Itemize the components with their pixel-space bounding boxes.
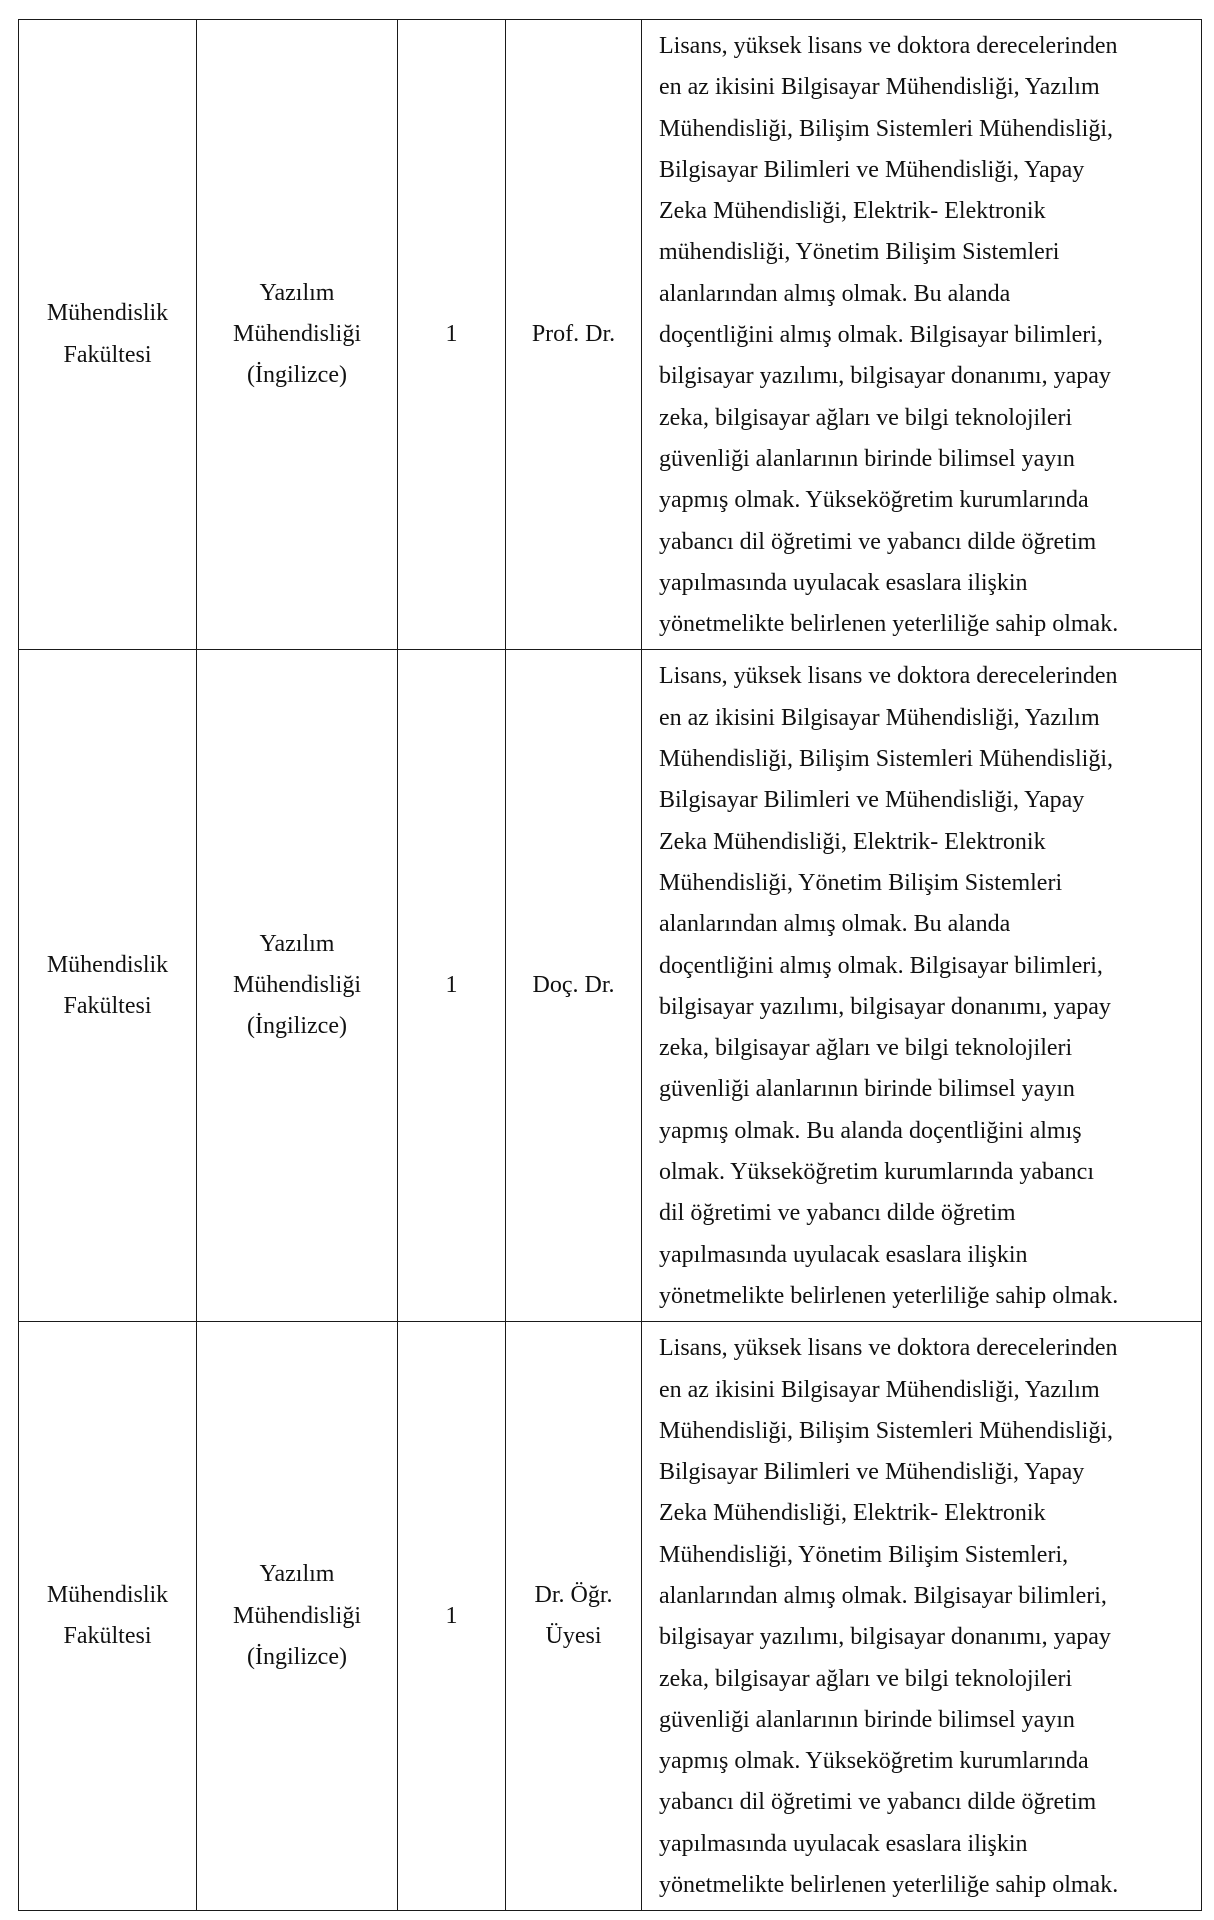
requirement-line: Lisans, yüksek lisans ve doktora derecelerinden	[659, 663, 1118, 690]
requirement-line: Mühendisliği, Yönetim Bilişim Sistemleri,	[659, 1541, 1069, 1568]
requirement-line: Lisans, yüksek lisans ve doktora derecelerinden	[659, 33, 1118, 59]
requirement-line: olmak. Yükseköğretim kurumlarında yabancı	[659, 1159, 1094, 1186]
department-line: (İngilizce)	[247, 362, 347, 389]
requirement-line: yapmış olmak. Yükseköğretim kurumlarında	[659, 1748, 1089, 1775]
requirement-line: bilgisayar yazılımı, bilgisayar donanımı, yapay	[659, 993, 1111, 1020]
requirement-line: zeka, bilgisayar ağları ve bilgi teknolojileri	[659, 1665, 1073, 1692]
position-count-cell	[398, 1322, 506, 1911]
department-cell	[197, 1322, 398, 1911]
academic-title-cell	[506, 650, 642, 1322]
position-count-cell	[398, 20, 506, 650]
requirements-cell	[642, 1322, 1202, 1911]
faculty-cell	[19, 1322, 197, 1911]
faculty-line: Mühendislik	[46, 951, 169, 978]
table-row	[19, 1322, 1202, 1911]
faculty-line: Mühendislik	[46, 300, 169, 327]
academic-title-cell	[506, 20, 642, 650]
requirement-line: güvenliği alanlarının birinde bilimsel yayın	[659, 1076, 1075, 1103]
department-line: Yazılım	[259, 1561, 335, 1588]
department-line: Mühendisliği	[232, 972, 361, 999]
requirement-line: en az ikisini Bilgisayar Mühendisliği, Yazılım	[659, 74, 1100, 101]
requirement-line: yapılmasında uyulacak esaslara ilişkin	[659, 569, 1028, 596]
requirement-line: zeka, bilgisayar ağları ve bilgi teknolojileri	[659, 1035, 1073, 1062]
requirement-line: Bilgisayar Bilimleri ve Mühendisliği, Yapay	[659, 1459, 1085, 1486]
position-count: 1	[445, 321, 458, 348]
requirement-line: yabancı dil öğretimi ve yabancı dilde öğretim	[659, 528, 1097, 555]
requirement-line: dil öğretimi ve yabancı dilde öğretim	[659, 1200, 1016, 1227]
requirement-line: en az ikisini Bilgisayar Mühendisliği, Yazılım	[659, 1376, 1100, 1403]
requirement-line: doçentliğini almış olmak. Bilgisayar bilimleri,	[659, 952, 1103, 979]
academic-title-line: Prof. Dr.	[531, 321, 616, 348]
faculty-line: Fakültesi	[63, 1623, 152, 1650]
requirement-line: Zeka Mühendisliği, Elektrik- Elektronik	[659, 828, 1046, 855]
requirement-line: mühendisliği, Yönetim Bilişim Sistemleri	[659, 239, 1060, 266]
requirement-line: bilgisayar yazılımı, bilgisayar donanımı, yapay	[659, 1624, 1111, 1651]
requirements-cell	[642, 20, 1202, 650]
department-cell	[197, 650, 398, 1322]
requirement-line: yapılmasında uyulacak esaslara ilişkin	[659, 1241, 1028, 1268]
table-row	[19, 20, 1202, 650]
requirement-line: yönetmelikte belirlenen yeterliliğe sahip olmak.	[659, 611, 1119, 638]
requirement-line: yapılmasında uyulacak esaslara ilişkin	[659, 1830, 1028, 1857]
requirement-line: Lisans, yüksek lisans ve doktora derecelerinden	[659, 1335, 1118, 1362]
requirement-line: alanlarından almış olmak. Bilgisayar bilimleri,	[659, 1582, 1107, 1609]
requirement-line: Bilgisayar Bilimleri ve Mühendisliği, Yapay	[659, 787, 1085, 814]
academic-title-line: Doç. Dr.	[532, 972, 615, 999]
department-line: Mühendisliği	[232, 1602, 361, 1629]
position-count-cell	[398, 650, 506, 1322]
requirement-line: alanlarından almış olmak. Bu alanda	[659, 280, 1011, 307]
department-line: (İngilizce)	[247, 1643, 347, 1670]
academic-title-line: Üyesi	[545, 1623, 602, 1650]
requirement-line: Bilgisayar Bilimleri ve Mühendisliği, Yapay	[659, 156, 1085, 183]
requirement-line: alanlarından almış olmak. Bu alanda	[659, 911, 1011, 938]
requirement-line: doçentliğini almış olmak. Bilgisayar bilimleri,	[659, 322, 1103, 349]
requirement-line: Zeka Mühendisliği, Elektrik- Elektronik	[659, 1500, 1046, 1527]
requirement-line: Zeka Mühendisliği, Elektrik- Elektronik	[659, 198, 1046, 225]
requirement-line: yabancı dil öğretimi ve yabancı dilde öğretim	[659, 1789, 1097, 1816]
requirement-line: güvenliği alanlarının birinde bilimsel yayın	[659, 1706, 1075, 1733]
faculty-cell	[19, 650, 197, 1322]
requirement-line: Mühendisliği, Bilişim Sistemleri Mühendisliği,	[659, 1417, 1114, 1444]
faculty-line: Mühendislik	[46, 1581, 169, 1608]
position-count: 1	[445, 1602, 458, 1629]
department-line: Yazılım	[259, 930, 335, 957]
department-cell	[197, 20, 398, 650]
table-row	[19, 650, 1202, 1322]
faculty-line: Fakültesi	[63, 341, 152, 368]
academic-positions-table	[18, 19, 1202, 1911]
requirement-line: zeka, bilgisayar ağları ve bilgi teknolojileri	[659, 404, 1073, 431]
department-line: (İngilizce)	[247, 1013, 347, 1040]
academic-title-line: Dr. Öğr.	[534, 1581, 613, 1608]
requirement-line: yönetmelikte belirlenen yeterliliğe sahip olmak.	[659, 1872, 1119, 1899]
position-count: 1	[445, 972, 458, 999]
requirement-line: bilgisayar yazılımı, bilgisayar donanımı, yapay	[659, 363, 1111, 390]
academic-title-cell	[506, 1322, 642, 1911]
faculty-cell	[19, 20, 197, 650]
requirement-line: yönetmelikte belirlenen yeterliliğe sahip olmak.	[659, 1282, 1119, 1309]
department-line: Mühendisliği	[232, 321, 361, 348]
faculty-line: Fakültesi	[63, 992, 152, 1019]
requirement-line: Mühendisliği, Bilişim Sistemleri Mühendisliği,	[659, 115, 1114, 142]
requirements-cell	[642, 650, 1202, 1322]
requirement-line: yapmış olmak. Yükseköğretim kurumlarında	[659, 487, 1089, 514]
requirement-line: yapmış olmak. Bu alanda doçentliğini almış	[659, 1117, 1082, 1144]
requirement-line: en az ikisini Bilgisayar Mühendisliği, Yazılım	[659, 704, 1100, 731]
requirement-line: Mühendisliği, Bilişim Sistemleri Mühendisliği,	[659, 746, 1114, 773]
requirement-line: güvenliği alanlarının birinde bilimsel yayın	[659, 445, 1075, 472]
requirement-line: Mühendisliği, Yönetim Bilişim Sistemleri	[659, 869, 1063, 896]
department-line: Yazılım	[259, 279, 335, 306]
